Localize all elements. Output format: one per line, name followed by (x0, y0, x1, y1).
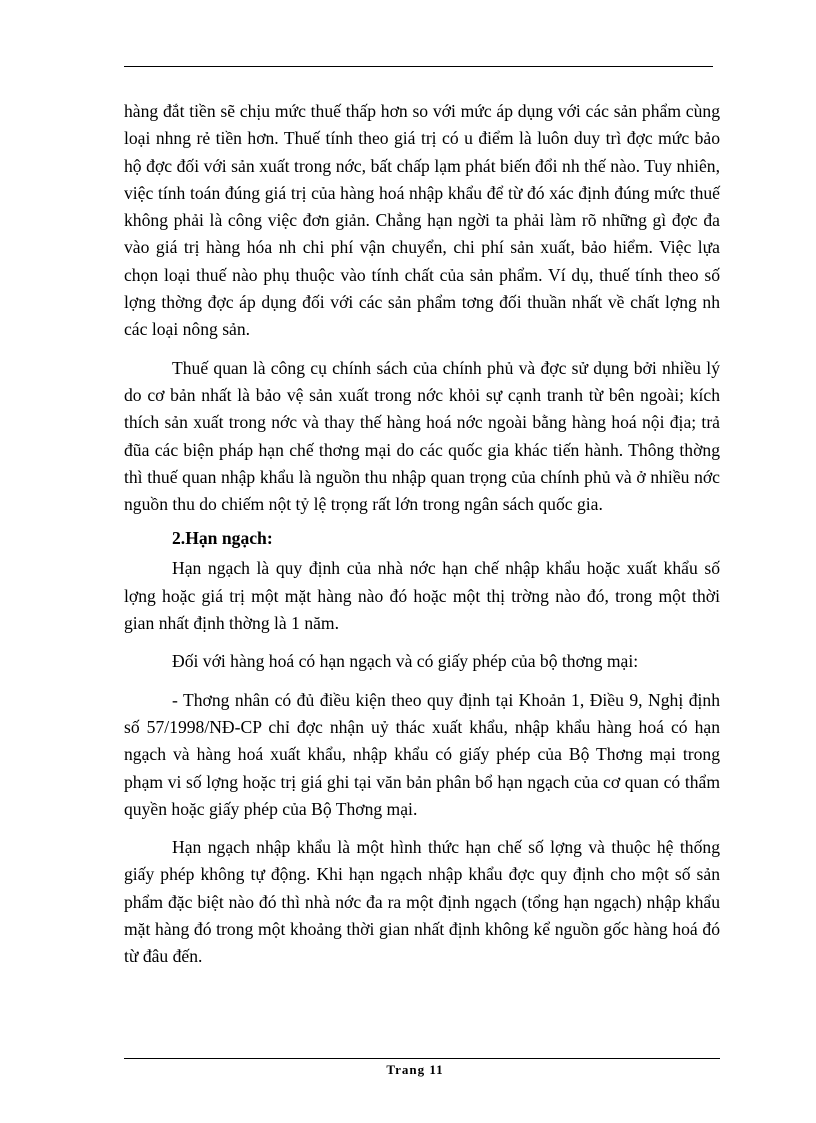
page-number: Trang 11 (386, 1062, 444, 1077)
paragraph-6: Hạn ngạch nhập khẩu là một hình thức hạn chế số lợng và thuộc hệ thống giấy phép không tự động. Khi hạn ngạch nhập khẩu đợc quy định cho một số sản phẩm đặc biệt nào đó thì nhà nớc đa ra một định ngạch (tổng hạn ngạch) nhập khẩu mặt hàng đó trong một khoảng thời gian nhất định không kể nguồn gốc hàng hoá đó từ đâu đến. (124, 837, 720, 967)
paragraph-5: - Thơng nhân có đủ điều kiện theo quy định tại Khoản 1, Điều 9, Nghị định số 57/1998/NĐ-CP chỉ đợc nhận uỷ thác xuất khẩu, nhập khẩu hàng hoá có hạn ngạch và hàng hoá xuất khẩu, nhập khẩu có giấy phép của Bộ Thơng mại trong phạm vi số lợng hoặc trị giá ghi tại văn bản phân bổ hạn ngạch của cơ quan có thẩm quyền hoặc giấy phép của Bộ Thơng mại. (124, 689, 720, 819)
paragraph-1: hàng đắt tiền sẽ chịu mức thuế thấp hơn so với mức áp dụng với các sản phẩm cùng loại nhng rẻ tiền hơn. Thuế tính theo giá trị có u điểm là luôn duy trì đợc mức bảo hộ đợc đối với sản xuất trong nớc, bất chấp lạm phát biến đổi nh thế nào. Tuy nhiên, việc tính toán đúng giá trị của hàng hoá nhập khẩu để từ đó xác định đúng mức thuế không phải là công việc đơn giản. Chẳng hạn ngời ta phải làm rõ những gì đợc đa vào giá trị hàng hóa nh chi phí vận chuyển, chi phí sản xuất, bảo hiểm. Việc lựa chọn loại thuế nào phụ thuộc vào tính chất của sản phẩm. Ví dụ, thuế tính theo số lợng thờng đợc áp dụng đối với các sản phẩm tơng đối thuần nhất về chất lợng nh các loại nông sản. (124, 101, 720, 340)
header-rule (124, 66, 713, 67)
section-heading: 2.Hạn ngạch: (172, 528, 273, 549)
paragraph-3: Hạn ngạch là quy định của nhà nớc hạn chế nhập khẩu hoặc xuất khẩu số lợng hoặc giá trị một mặt hàng nào đó hoặc một thị trờng nào đó, trong một thời gian nhất định thờng là 1 năm. (124, 558, 720, 634)
document-body (124, 98, 720, 982)
paragraph-4: Đối với hàng hoá có hạn ngạch và có giấy phép của bộ thơng mại: (172, 651, 639, 672)
footer-rule (124, 1058, 720, 1059)
paragraph-2: Thuế quan là công cụ chính sách của chính phủ và đợc sử dụng bởi nhiều lý do cơ bản nhất là bảo vệ sản xuất trong nớc khỏi sự cạnh tranh từ bên ngoài; kích thích sản xuất trong nớc và thay thế hàng hoá nớc ngoài bằng hàng hoá nội địa; trả đũa các biện pháp hạn chế thơng mại do các quốc gia khác tiến hành. Thông thờng thì thuế quan nhập khẩu là nguồn thu nhập quan trọng của chính phủ và ở nhiều nớc nguồn thu do chiếm nột tỷ lệ trọng rất lớn trong ngân sách quốc gia. (124, 357, 720, 515)
